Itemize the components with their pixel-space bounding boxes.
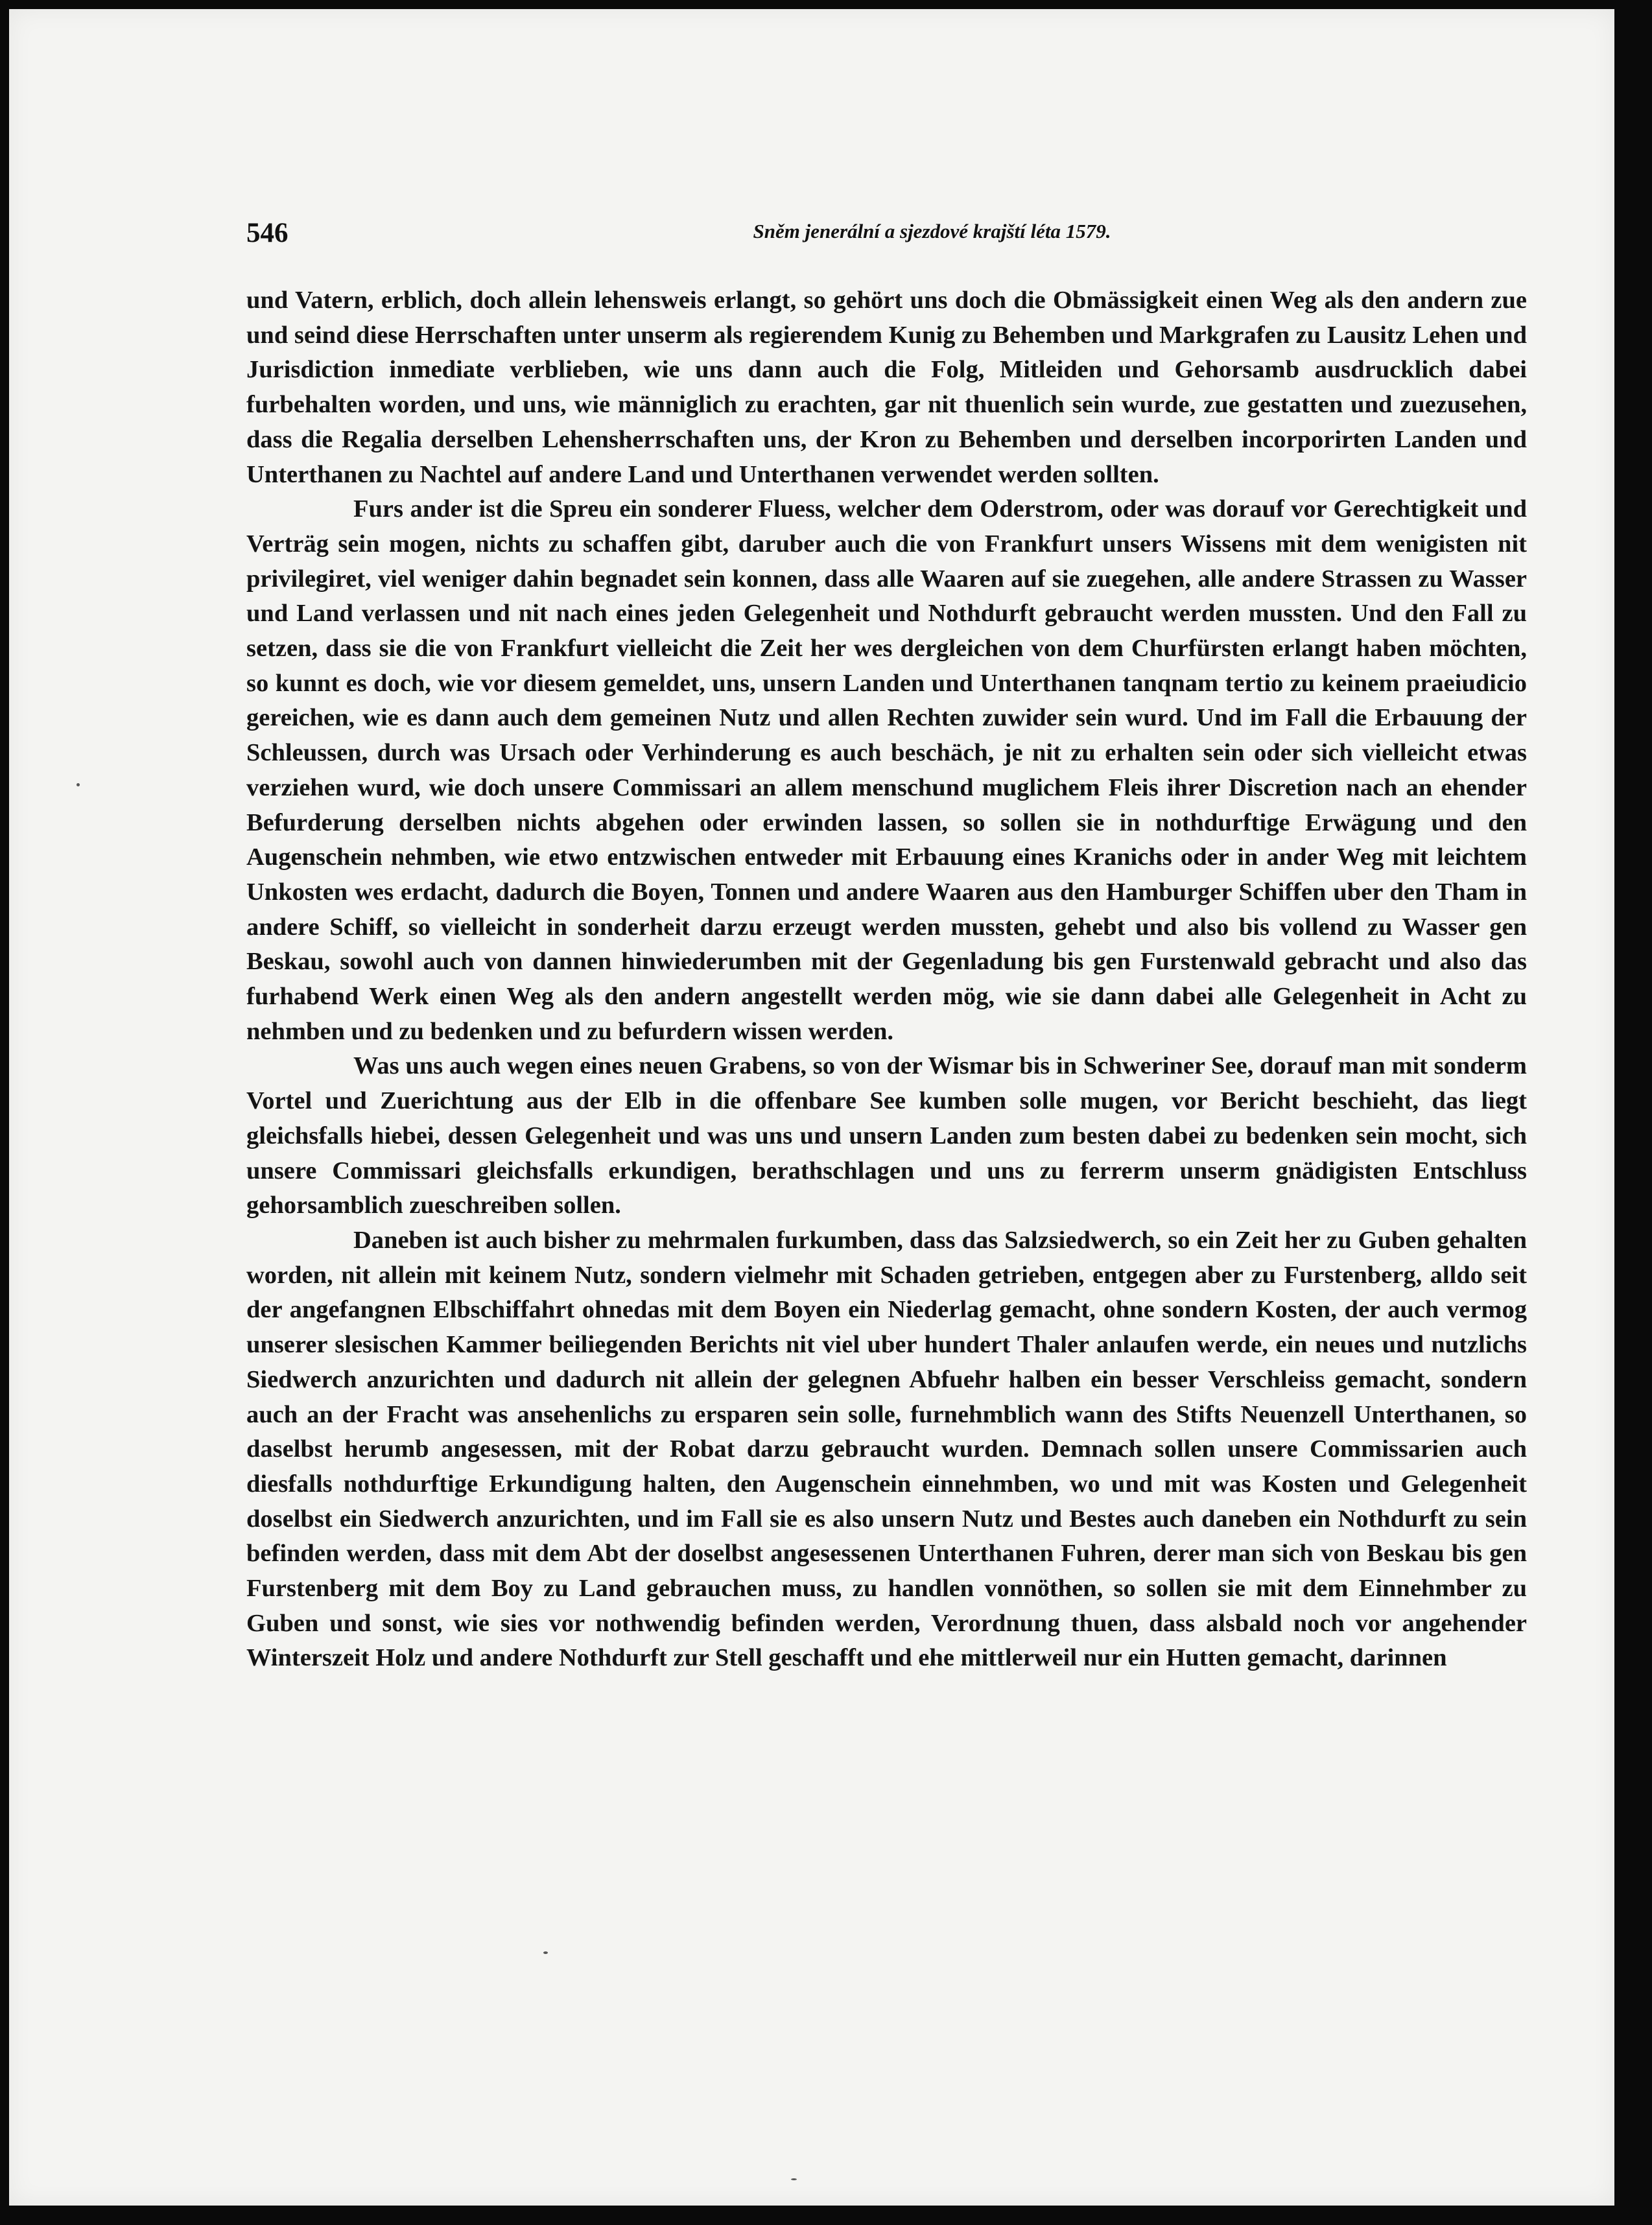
page-number: 546 xyxy=(246,218,289,248)
running-title: Sněm jenerální a sjezdové krajští léta 1579. xyxy=(753,220,1111,242)
paragraph-4: Daneben ist auch bisher zu mehrmalen furkumben, dass das Salzsiedwerch, so ein Zeit her zu Guben gehalten worden, nit allein mit keinem Nutz, sondern vielmehr mit Schaden getrieben, entgegen aber zu Furstenberg, alldo seit der angefangnen Elbschiffahrt ohnedas mit dem Boyen ein Niederlag gemacht, ohne sondern Kosten, der auch vermog unserer slesischen Kammer beiliegenden Berichts nit viel uber hundert Thaler anlaufen werde, ein neues und nutzlichs Siedwerch anzurichten und dadurch nit allein der gelegnen Abfuehr halben ein besser Verschleiss gemacht, sondern auch an der Fracht was ansehenlichs zu ersparen sein solle, furnehmblich wann des Stifts Neuenzell Unterthanen, so daselbst herumb angesessen, mit der Robat darzu gebraucht wurden. Demnach sollen unsere Commissarien auch diesfalls nothdurftige Erkundigung halten, den Augenschein einnehmben, wo und mit was Kosten und Gelegenheit doselbst ein Siedwerch anzurichten, und im Fall sie es also unsern Nutz und Bestes auch daneben ein Nothdurft zu sein befinden werden, dass mit dem Abt der doselbst angesessenen Unterthanen Fuhren, derer man sich von Beskau bis gen Furstenberg mit dem Boy zu Land gebrauchen muss, zu handlen vonnöthen, so sollen sie mit dem Einnehmber zu Guben und sonst, wie sies vor nothwendig befinden werden, Verordnung thuen, dass alsbald noch vor angehender Winterszeit Holz und andere Nothdurft zur Stell geschafft und ehe mittlerweil nur ein Hutten gemacht, darinnen xyxy=(246,1226,1527,1672)
scan-speck xyxy=(543,1951,548,1954)
scan-speck xyxy=(791,2178,797,2180)
paragraph-2: Furs ander ist die Spreu ein sonderer Fluess, welcher dem Oderstrom, oder was dorauf vor Gerechtigkeit und Verträg sein mogen, nichts zu schaffen gibt, daruber auch die von Frankfurt unsers Wissens mit dem wenigisten nit privilegiret, viel weniger dahin begnadet sein konnen, dass alle Waaren auf sie zuegehen, alle andere Strassen zu Wasser und Land verlassen und nit nach eines jeden Gelegenheit und Nothdurft gebraucht werden mussten. Und den Fall zu setzen, dass sie die von Frankfurt vielleicht die Zeit her wes dergleichen von dem Churfürsten erlangt haben möchten, so kunnt es doch, wie vor diesem gemeldet, uns, unsern Landen und Unterthanen tanqnam tertio zu keinem praeiudicio gereichen, wie es dann auch dem gemeinen Nutz und allen Rechten zuwider sein wurd. Und im Fall die Erbauung der Schleussen, durch was Ursach oder Verhinderung es auch beschäch, je nit zu erhalten sein oder sich vielleicht etwas verziehen wurd, wie doch unsere Commissari an allem menschund muglichem Fleis ihrer Discretion nach an ehender Befurderung derselben nichts abgehen oder erwinden lassen, so sollen sie in nothdurftige Erwägung und den Augenschein nehmben, wie etwo entzwischen entweder mit Erbauung eines Kranichs oder in ander Weg mit leichtem Unkosten wes erdacht, dadurch die Boyen, Tonnen und andere Waaren aus den Hamburger Schiffen uber den Tham in andere Schiff, so vielleicht in sonderheit darzu erzeugt werden mussten, gehebt und also bis vollend zu Wasser gen Beskau, sowohl auch von dannen hinwiederumben mit der Gegenladung bis gen Furstenwald gebracht und also das furhabend Werk einen Weg als den andern angestellt werden mög, wie sie dann dabei alle Gelegenheit in Acht zu nehmben und zu bedenken und zu befurdern wissen werden. xyxy=(246,495,1527,1045)
paragraph-3: Was uns auch wegen eines neuen Grabens, so von der Wismar bis in Schweriner See, dorauf man mit sonderm Vortel und Zuerichtung aus der Elb in die offenbare See kumben solle mugen, vor Bericht beschieht, das liegt gleichsfalls hiebei, dessen Gelegenheit und was uns und unsern Landen zum besten dabei zu bedenken sein mocht, sich unsere Commissari gleichsfalls erkundigen, berathschlagen und uns zu ferrerm unserm gnädigisten Entschluss gehorsamblich zueschreiben sollen. xyxy=(246,1052,1527,1219)
scan-speck xyxy=(77,783,80,786)
paragraph-1: und Vatern, erblich, doch allein lehensweis erlangt, so gehört uns doch die Obmässigkeit einen Weg als den andern zue und seind diese Herrschaften unter unserm als regierendem Kunig zu Behemben und Markgrafen zu Lausitz Lehen und Jurisdiction inmediate verblieben, wie uns dann auch die Folg, Mitleiden und Gehorsamb ausdrucklich dabei furbehalten worden, und uns, wie männiglich zu erachten, gar nit thuenlich sein wurde, zue gestatten und zuezusehen, dass die Regalia derselben Lehensherrschaften uns, der Kron zu Behemben und derselben incorporirten Landen und Unterthanen zu Nachtel auf andere Land und Unterthanen verwendet werden sollten. xyxy=(246,287,1527,488)
body-text xyxy=(246,283,1527,1676)
page-header xyxy=(246,217,1527,256)
